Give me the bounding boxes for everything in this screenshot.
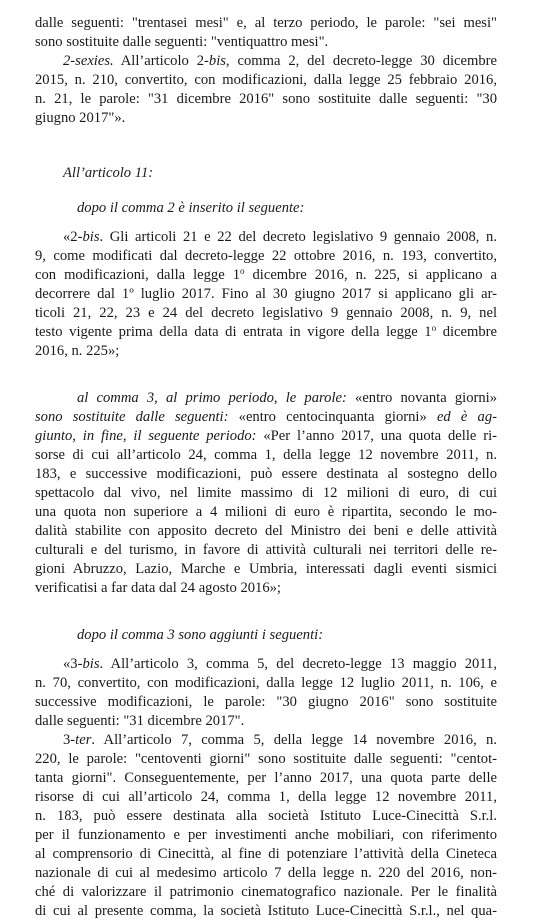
text-line: 2015, n. 210, convertito, con modificazioni, dalla legge 25 febbraio 2016, [35, 72, 497, 88]
text-run: , comma 2, del decreto-legge 30 dicembre [225, 53, 497, 69]
text-line: dalle seguenti: "31 dicembre 2017". [35, 713, 245, 729]
text-line [35, 427, 497, 446]
subheading-comma-2: dopo il comma 2 è inserito il seguente: [77, 200, 305, 216]
text-line: n. 183, può essere destinata alla società Istituto Luce-Cinecittà S.r.l. [35, 808, 497, 824]
text-run: «Per l’anno 2017, una quota delle ri- [256, 428, 497, 444]
text-run: dicembre [436, 324, 497, 340]
text-line: giugno 2017"». [35, 110, 126, 126]
text-run: testo vigente prima della data di entrata in vigore della legge 1 [35, 324, 432, 340]
text-run: . All’articolo 7, comma 5, della legge 14 novembre 2016, n. [91, 732, 497, 748]
text-line: 9, come modificati dal decreto-legge 22 ottobre 2016, n. 193, convertito, [35, 248, 497, 264]
text-run-italic: giunto, in fine, il seguente periodo: [35, 428, 257, 444]
paragraph-intro [35, 14, 497, 52]
text-run: «3- [63, 656, 83, 672]
text-line: decorrere dal 1º luglio 2017. Fino al 30 giugno 2017 si applicano gli ar- [35, 286, 497, 302]
heading-articolo-11: All’articolo 11: [63, 165, 154, 181]
text-line: nazionale di cui al medesimo articolo 7 della legge n. 220 del 2016, non- [35, 865, 497, 881]
text-run: 3- [63, 732, 76, 748]
paragraph-2-bis [35, 228, 497, 361]
text-line: tanta giorni". Conseguentemente, per l’anno 2017, una quota parte delle [35, 770, 497, 786]
text-line [35, 52, 497, 71]
text-line [35, 266, 497, 285]
text-run-italic: ter [75, 732, 92, 748]
text-line: sono sostituite dalle seguenti: "ventiquattro mesi". [35, 34, 329, 50]
text-run-italic: ed è ag- [426, 409, 497, 425]
text-run: «2- [63, 229, 83, 245]
document-page [35, 14, 497, 921]
text-line [35, 228, 497, 247]
text-line: al comprensorio di Cinecittà, al fine di potenziare l’attività della Cineteca [35, 846, 497, 862]
text-line: risorse di cui all’articolo 24, comma 1, della legge 12 novembre 2011, [35, 789, 497, 805]
text-line: successive modificazioni, le parole: "30 giugno 2016" sono sostituite [35, 694, 497, 710]
text-line: 183, e successive modificazioni, può essere destinata al sostegno dello [35, 466, 497, 482]
text-line: ché di valorizzare il patrimonio cinematografico nazionale. Per le finalità [35, 884, 497, 900]
text-line: gioni Abruzzo, Lazio, Marche e Umbria, interessati dagli eventi sismici [35, 561, 497, 577]
text-run: dicembre 2016, n. 225, si applicano a [244, 267, 497, 283]
text-line: spettacolo dal vivo, nel limite massimo di 12 milioni di euro, di cui [35, 485, 497, 501]
text-line: dalità stabilite con apposito decreto del Ministro dei beni e delle attività [35, 523, 497, 539]
text-run: «entro novanta giorni» [346, 390, 498, 406]
text-run-italic: bis [82, 229, 100, 245]
text-run-italic: al comma 3, al primo periodo, le parole: [77, 390, 347, 406]
text-line: dalle seguenti: "trentasei mesi" e, al terzo periodo, le parole: "sei mesi" [35, 15, 497, 31]
text-run: . All’articolo 3, comma 5, del decreto-legge 13 maggio 2011, [99, 656, 497, 672]
subheading-comma-3: dopo il comma 3 sono aggiunti i seguenti: [77, 627, 324, 643]
text-run-italic: bis [208, 53, 226, 69]
text-line [35, 389, 497, 408]
text-line: culturali e del turismo, in favore di attività culturali nei territori delle re- [35, 542, 497, 558]
text-line: 220, le parole: "centoventi giorni" sono sostituite dalle seguenti: "centot- [35, 751, 497, 767]
paragraph-3-bis [35, 655, 497, 731]
paragraph-comma-3 [35, 389, 497, 598]
text-line: ticoli 21, 22, 23 e 24 del decreto legislativo 9 gennaio 2008, n. 9, nel [35, 305, 497, 321]
text-line: 2016, n. 225»; [35, 343, 120, 359]
text-line: n. 70, convertito, con modificazioni, dalla legge 12 luglio 2011, n. 106, e [35, 675, 497, 691]
text-line: una quota non superiore a 4 milioni di euro è ripartita, secondo le mo- [35, 504, 497, 520]
text-run: «entro centocinquanta giorni» [228, 409, 427, 425]
text-line: per il funzionamento e per investimenti anche mobiliari, con riferimento [35, 827, 497, 843]
paragraph-number: 2-sexies. [63, 53, 114, 69]
paragraph-3-ter [35, 731, 497, 921]
paragraph-2-sexies [35, 52, 497, 128]
text-line [35, 655, 497, 674]
text-line: verificatisi a far data dal 24 agosto 2016»; [35, 580, 281, 596]
text-line [35, 323, 497, 342]
text-run: . Gli articoli 21 e 22 del decreto legislativo 9 gennaio 2008, n. [99, 229, 497, 245]
text-run-italic: bis [82, 656, 100, 672]
ordinal-superscript: o [431, 323, 437, 333]
text-line [35, 408, 497, 427]
text-run-italic: sono sostituite dalle seguenti: [35, 409, 229, 425]
text-line: di cui al presente comma, la società Istituto Luce-Cinecittà S.r.l., nel qua- [35, 903, 497, 919]
text-run: All’articolo 2- [113, 53, 209, 69]
text-run: con modificazioni, dalla legge 1 [35, 267, 240, 283]
text-line: n. 21, le parole: "31 dicembre 2016" sono sostituite dalle seguenti: "30 [35, 91, 497, 107]
text-line [35, 731, 497, 750]
ordinal-superscript: o [240, 266, 245, 276]
text-line: sorse di cui all’articolo 24, comma 1, della legge 12 novembre 2011, n. [35, 447, 497, 463]
